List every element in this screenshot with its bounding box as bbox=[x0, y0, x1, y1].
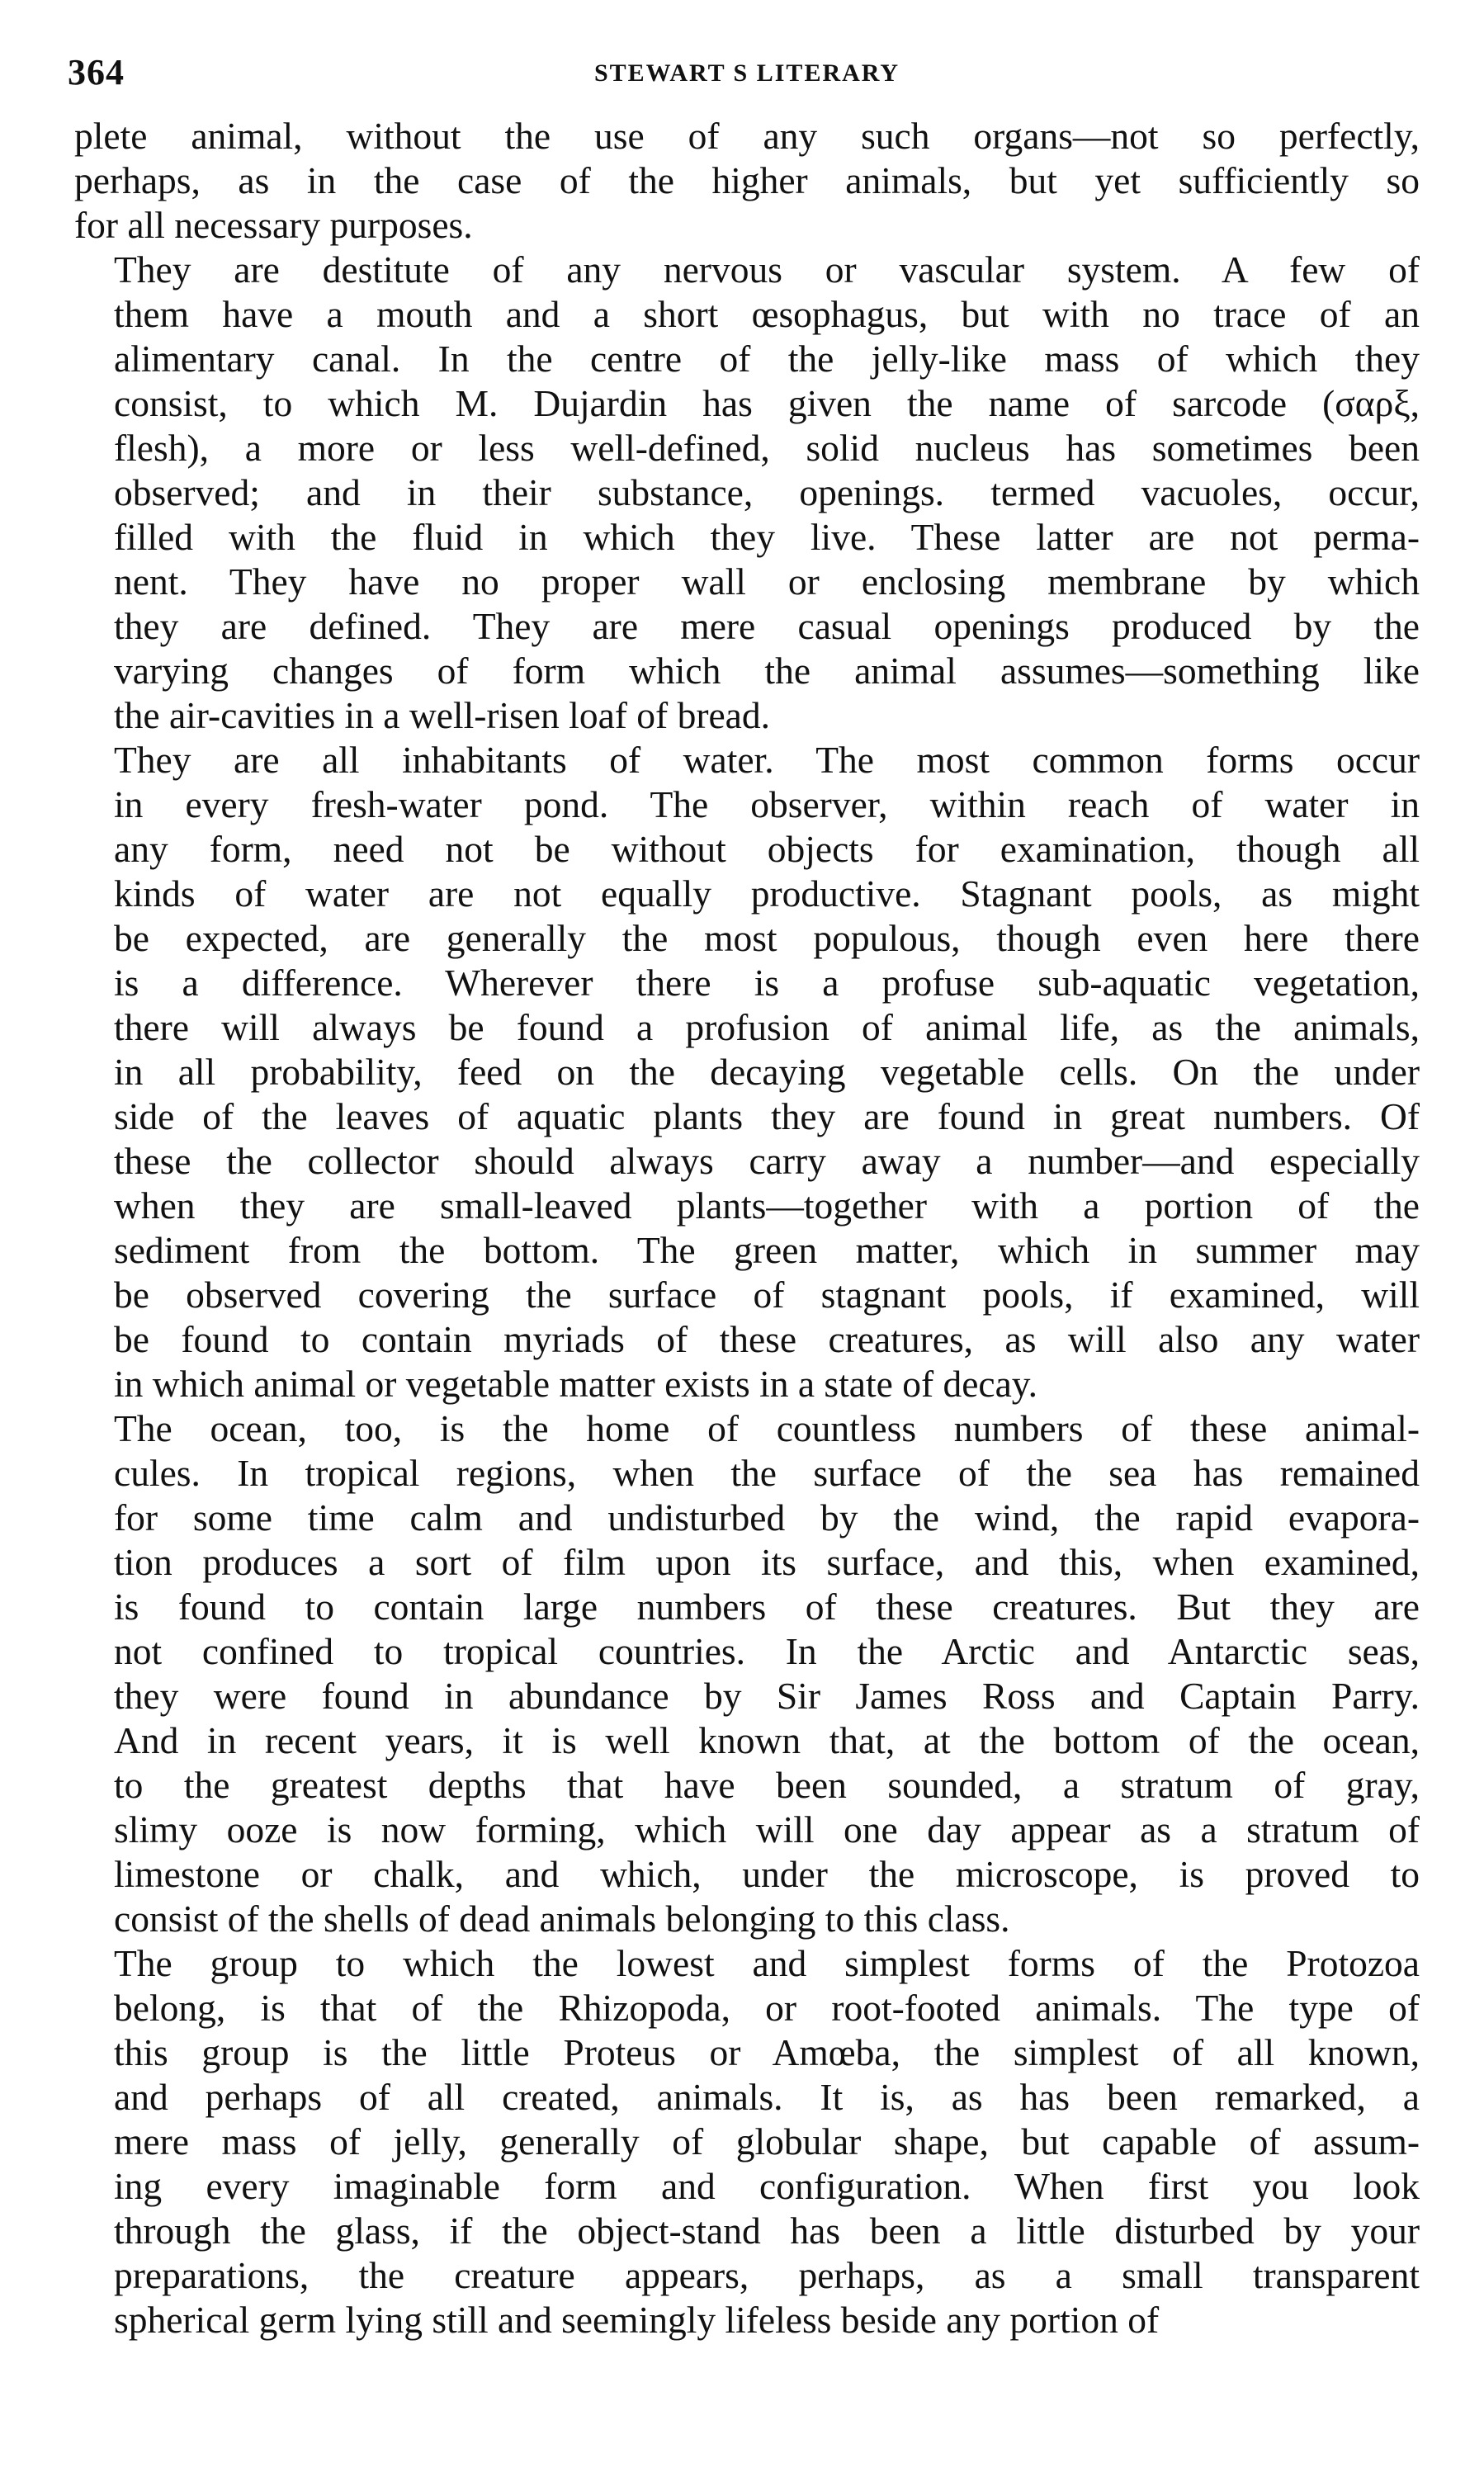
paragraph bbox=[74, 114, 1420, 248]
body-text bbox=[74, 114, 1420, 2342]
text-line: they are defined. They are mere casual openings produced by the bbox=[114, 605, 1420, 647]
text-line: this group is the little Proteus or Amœba, the simplest of all known, bbox=[114, 2031, 1420, 2073]
running-title: STEWART S LITERARY bbox=[593, 59, 900, 87]
text-line: They are destitute of any nervous or vascular system. A few of bbox=[114, 248, 1420, 291]
text-line: observed; and in their substance, openings. termed vacuoles, occur, bbox=[114, 471, 1420, 513]
text-line: when they are small-leaved plants—together with a portion of the bbox=[114, 1184, 1420, 1227]
text-line: mere mass of jelly, generally of globular shape, but capable of assum- bbox=[114, 2120, 1420, 2162]
text-line: cules. In tropical regions, when the surface of the sea has remained bbox=[114, 1452, 1420, 1494]
page-number: 364 bbox=[68, 52, 125, 92]
running-head bbox=[68, 51, 1420, 109]
text-line: plete animal, without the use of any such organs—not so perfectly, bbox=[74, 115, 1420, 157]
text-line: consist of the shells of dead animals belonging to this class. bbox=[114, 1898, 1010, 1940]
text-line: filled with the fluid in which they live. These latter are not perma- bbox=[114, 516, 1420, 558]
paragraph bbox=[74, 738, 1420, 1406]
text-line: they were found in abundance by Sir James Ross and Captain Parry. bbox=[114, 1675, 1420, 1717]
text-line: nent. They have no proper wall or enclosing membrane by which bbox=[114, 560, 1420, 603]
paragraph bbox=[74, 1406, 1420, 1941]
text-line: any form, need not be without objects for examination, though all bbox=[114, 828, 1420, 870]
text-line: tion produces a sort of film upon its surface, and this, when examined, bbox=[114, 1541, 1420, 1583]
text-line: spherical germ lying still and seemingly lifeless beside any portion of bbox=[114, 2299, 1160, 2341]
text-line: flesh), a more or less well-defined, solid nucleus has sometimes been bbox=[114, 427, 1420, 469]
text-line: varying changes of form which the animal assumes—something like bbox=[114, 650, 1420, 692]
text-line: is a difference. Wherever there is a profuse sub-aquatic vegetation, bbox=[114, 962, 1420, 1004]
text-line: perhaps, as in the case of the higher animals, but yet sufficiently so bbox=[74, 159, 1420, 201]
text-line: for all necessary purposes. bbox=[74, 204, 473, 246]
text-line: the air-cavities in a well-risen loaf of bread. bbox=[114, 694, 770, 736]
text-line: The group to which the lowest and simplest forms of the Protozoa bbox=[114, 1942, 1420, 1984]
text-line: preparations, the creature appears, perhaps, as a small transparent bbox=[114, 2254, 1420, 2296]
text-line: for some time calm and undisturbed by the wind, the rapid evapora- bbox=[114, 1496, 1420, 1539]
text-line: is found to contain large numbers of these creatures. But they are bbox=[114, 1586, 1420, 1628]
text-line: them have a mouth and a short œsophagus, but with no trace of an bbox=[114, 293, 1420, 335]
text-line: be observed covering the surface of stagnant pools, if examined, will bbox=[114, 1274, 1420, 1316]
text-line: and perhaps of all created, animals. It is, as has been remarked, a bbox=[114, 2076, 1420, 2118]
text-line: side of the leaves of aquatic plants they are found in great numbers. Of bbox=[114, 1095, 1420, 1137]
text-line: kinds of water are not equally productive. Stagnant pools, as might bbox=[114, 872, 1420, 915]
text-line: sediment from the bottom. The green matter, which in summer may bbox=[114, 1229, 1420, 1271]
text-line: limestone or chalk, and which, under the microscope, is proved to bbox=[114, 1853, 1420, 1895]
text-line: not confined to tropical countries. In the Arctic and Antarctic seas, bbox=[114, 1630, 1420, 1672]
text-line: to the greatest depths that have been sounded, a stratum of gray, bbox=[114, 1764, 1420, 1806]
paragraph bbox=[74, 1941, 1420, 2342]
text-line: belong, is that of the Rhizopoda, or root-footed animals. The type of bbox=[114, 1987, 1420, 2029]
text-line: The ocean, too, is the home of countless numbers of these animal- bbox=[114, 1407, 1420, 1449]
text-line: there will always be found a profusion of animal life, as the animals, bbox=[114, 1006, 1420, 1048]
text-line: in every fresh-water pond. The observer, within reach of water in bbox=[114, 783, 1420, 825]
text-line: through the glass, if the object-stand has been a little disturbed by your bbox=[114, 2210, 1420, 2252]
text-line: these the collector should always carry away a number—and especially bbox=[114, 1140, 1420, 1182]
text-line: in all probability, feed on the decaying vegetable cells. On the under bbox=[114, 1051, 1420, 1093]
text-line: And in recent years, it is well known that, at the bottom of the ocean, bbox=[114, 1719, 1420, 1761]
text-line: be found to contain myriads of these creatures, as will also any water bbox=[114, 1318, 1420, 1360]
text-line: consist, to which M. Dujardin has given the name of sarcode (σαρξ, bbox=[114, 382, 1420, 424]
text-line: be expected, are generally the most populous, though even here there bbox=[114, 917, 1420, 959]
book-page bbox=[68, 51, 1420, 2342]
text-line: in which animal or vegetable matter exists in a state of decay. bbox=[114, 1363, 1037, 1405]
text-line: alimentary canal. In the centre of the jelly-like mass of which they bbox=[114, 338, 1420, 380]
paragraph bbox=[74, 248, 1420, 738]
text-line: ing every imaginable form and configuration. When first you look bbox=[114, 2165, 1420, 2207]
text-line: They are all inhabitants of water. The most common forms occur bbox=[114, 739, 1420, 781]
text-line: slimy ooze is now forming, which will one day appear as a stratum of bbox=[114, 1808, 1420, 1851]
